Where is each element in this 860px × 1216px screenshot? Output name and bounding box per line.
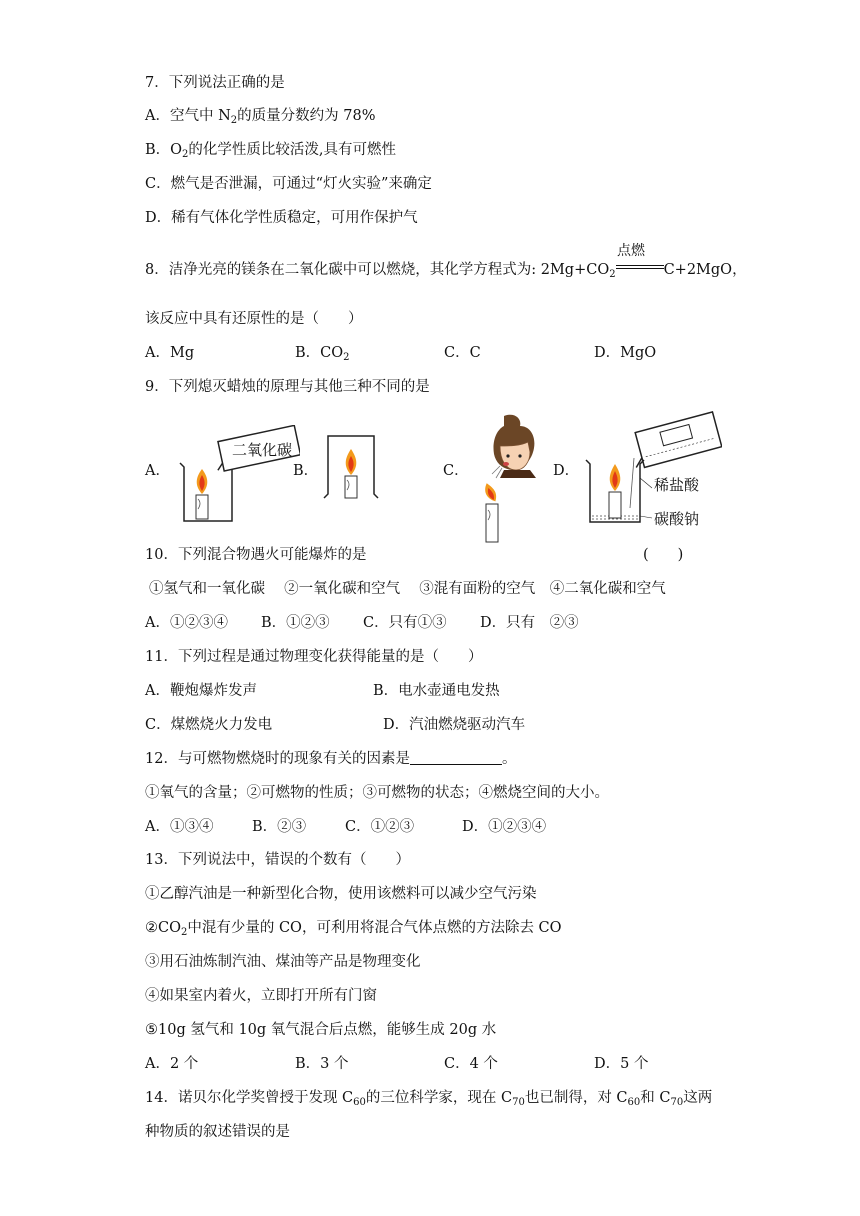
reaction-condition: 点燃 (617, 243, 645, 259)
q13-statement-3: ③用石油炼制汽油、煤油等产品是物理变化 (145, 954, 421, 970)
answer-blank (410, 750, 502, 765)
q13-option-c: C．4 个 (444, 1056, 498, 1072)
q10-answer-paren: ( ) (643, 547, 684, 563)
q9-option-d: D． (553, 463, 580, 479)
q14-stem-2: 种物质的叙述错误的是 (145, 1124, 290, 1140)
q11-option-a: A．鞭炮爆炸发声 (145, 683, 257, 699)
co2-label: 二氧化碳 (232, 441, 293, 459)
q9-option-b: B． (293, 463, 319, 479)
q8-option-d: D．MgO (594, 345, 657, 361)
q14-stem: 14．诺贝尔化学奖曾授于发现 $C_{60}$的三位科学家，现在 $C_{70}$也已制得，对 $C_{60}$和 $C_{70}$这两 (145, 1090, 713, 1108)
q13-statement-2: $②CO_2$中混有少量的 CO，可利用将混合气体点燃的方法除去 CO (145, 920, 562, 938)
q10-option-d: D．只有 ②③ (480, 615, 579, 631)
q13-statement-5: ⑤10g 氢气和 10g 氧气混合后点燃，能够生成 20g 水 (145, 1022, 497, 1038)
q13-statement-1: ①乙醇汽油是一种新型化合物，使用该燃料可以减少空气污染 (145, 886, 537, 902)
q12-items: ①氧气的含量；②可燃物的性质；③可燃物的状态；④燃烧空间的大小。 (145, 785, 609, 801)
q8-stem-2: 该反应中具有还原性的是（ ） (145, 311, 363, 327)
figure-a-co2-beaker (170, 425, 300, 525)
figure-c-blowing-candle (470, 412, 550, 547)
q8-option-b: B．$CO_2$ (295, 345, 350, 363)
equation-arrow (616, 260, 664, 280)
q8-stem: 8．洁净光亮的镁条在二氧化碳中可以燃烧，其化学方程式为: $2Mg+CO_2$ C+2MgO， (145, 262, 747, 280)
q13-option-b: B．3 个 (295, 1056, 349, 1072)
q11-option-b: B．电水壶通电发热 (373, 683, 500, 699)
q11-option-c: C．煤燃烧火力发电 (145, 717, 273, 733)
q10-items: ①氢气和一氧化碳 ②一氧化碳和空气 ③混有面粉的空气 ④二氧化碳和空气 (149, 581, 666, 597)
q12-option-a: A．①③④ (145, 819, 214, 835)
q11-option-d: D．汽油燃烧驱动汽车 (383, 717, 526, 733)
figure-d-acid-carbonate (582, 408, 722, 528)
q7-option-c: C．燃气是否泄漏，可通过“灯火实验”来确定 (145, 176, 432, 192)
q7-option-b: B．$O_2$的化学性质比较活泼,具有可燃性 (145, 142, 397, 160)
q12-stem: 12．与可燃物燃烧时的现象有关的因素是 。 (145, 751, 517, 767)
na2co3-label: 碳酸钠 (654, 510, 700, 528)
q7-stem: 7．下列说法正确的是 (145, 75, 285, 91)
q8-option-a: A．Mg (145, 345, 195, 361)
q10-stem: 10．下列混合物遇火可能爆炸的是 (145, 547, 367, 563)
q12-option-b: B．②③ (252, 819, 307, 835)
figure-b-covered-candle (318, 432, 388, 502)
q7-option-d: D．稀有气体化学性质稳定，可用作保护气 (145, 210, 418, 226)
q9-option-c: C． (443, 463, 469, 479)
q10-option-a: A．①②③④ (145, 615, 228, 631)
q11-stem: 11．下列过程是通过物理变化获得能量的是（ ） (145, 649, 483, 665)
q12-option-d: D．①②③④ (462, 819, 547, 835)
q13-option-a: A．2 个 (145, 1056, 199, 1072)
hcl-label: 稀盐酸 (654, 476, 700, 494)
q10-option-b: B．①②③ (261, 615, 330, 631)
q7-option-a: A．空气中 $N_2$的质量分数约为 78% (145, 108, 376, 126)
q12-option-c: C．①②③ (345, 819, 415, 835)
q10-option-c: C．只有①③ (363, 615, 447, 631)
q9-option-a: A． (145, 463, 170, 479)
q13-option-d: D．5 个 (594, 1056, 649, 1072)
q8-option-c: C．C (444, 345, 481, 361)
q13-statement-4: ④如果室内着火，立即打开所有门窗 (145, 988, 377, 1004)
q9-stem: 9．下列熄灭蜡烛的原理与其他三种不同的是 (145, 379, 430, 395)
q13-stem: 13．下列说法中，错误的个数有（ ） (145, 852, 410, 868)
